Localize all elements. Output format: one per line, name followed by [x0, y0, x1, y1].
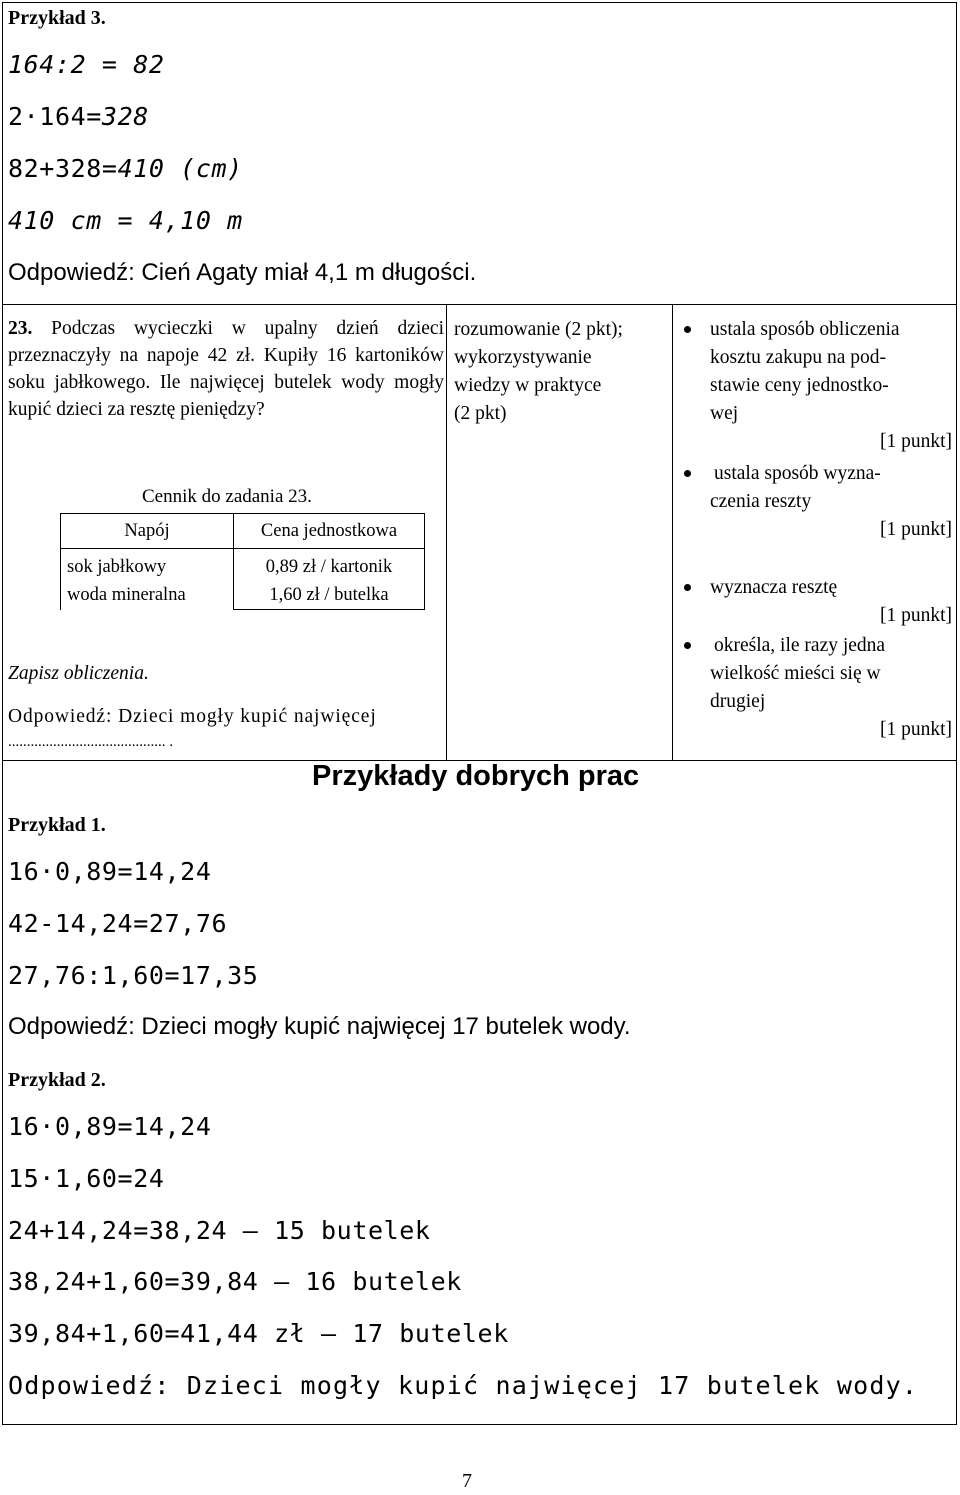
answer-dots: .......................................... . [8, 734, 173, 750]
example2-answer: Odpowiedź: Dzieci mogły kupić najwięcej 17 butelek wody. [8, 1371, 919, 1400]
criterion-item: wyznacza resztę [1 punkt] [680, 574, 952, 630]
example2-line: 38,24+1,60=39,84 – 16 butelek [8, 1267, 462, 1296]
header-unit-price: Cena jednostkowa [234, 514, 425, 549]
answer-line: Odpowiedź: Dzieci mogły kupić najwięcej [8, 706, 377, 727]
price-caption: Cennik do zadania 23. [142, 486, 312, 507]
task-23-text [8, 315, 444, 423]
section-heading: Przykłady dobrych prac [312, 760, 640, 792]
criterion-item: ustala sposób obliczenia kosztu zakupu na pod- stawie ceny jednostko- wej [1 punkt] [680, 316, 952, 456]
column-divider-1 [446, 304, 447, 760]
skills-column: rozumowanie (2 pkt); wykorzystywanie wiedzy w praktyce (2 pkt) [454, 319, 623, 424]
example2-line: 39,84+1,60=41,44 zł – 17 butelek [8, 1319, 509, 1348]
example3-line3: 82+328=410 (cm) [8, 154, 243, 183]
criteria-list [680, 316, 952, 744]
example3-label: Przykład 3. [8, 7, 106, 29]
price-table-row [61, 549, 425, 610]
bullet-icon [684, 584, 691, 591]
example3-line1: 164:2 = 82 [8, 50, 165, 79]
bullet-icon [684, 470, 691, 477]
divider-example3 [2, 304, 957, 305]
page-number: 7 [462, 1470, 472, 1492]
example2-line: 24+14,24=38,24 – 15 butelek [8, 1216, 431, 1245]
task-body: Podczas wycieczki w upalny dzień dzieci przeznaczyły na napoje 42 zł. Kupiły 16 kartoników soku jabłkowego. Ile najwięcej butelek wody mogły kupić dzieci za resztę pieniędzy? [8, 318, 445, 420]
row-drink: sok jabłkowy woda mineralna [61, 549, 234, 610]
price-table-header [61, 514, 425, 549]
example2-line: 15·1,60=24 [8, 1164, 165, 1193]
task-number: 23. [8, 318, 33, 339]
example3-line2: 2·164=328 [8, 102, 149, 131]
example2-label: Przykład 2. [8, 1069, 106, 1091]
criterion-item: określa, ile razy jedna wielkość mieści się w drugiej [1 punkt] [680, 632, 952, 744]
bullet-icon [684, 642, 691, 649]
price-table [60, 513, 425, 610]
example3-line4: 410 cm = 4,10 m [8, 206, 243, 235]
example1-line: 42-14,24=27,76 [8, 909, 228, 938]
criterion-item: ustala sposób wyzna- czenia reszty [1 punkt] [680, 460, 952, 544]
example1-answer: Odpowiedź: Dzieci mogły kupić najwięcej 17 butelek wody. [8, 1013, 631, 1040]
example2-line: 16·0,89=14,24 [8, 1112, 212, 1141]
example3-answer: Odpowiedź: Cień Agaty miał 4,1 m długości. [8, 259, 477, 286]
instruction: Zapisz obliczenia. [8, 663, 149, 684]
bullet-icon [684, 326, 691, 333]
example1-line: 16·0,89=14,24 [8, 857, 212, 886]
row-price: 0,89 zł / kartonik 1,60 zł / butelka [234, 549, 425, 610]
example1-label: Przykład 1. [8, 814, 106, 836]
header-drink: Napój [61, 514, 234, 549]
column-divider-2 [672, 304, 673, 760]
example1-line: 27,76:1,60=17,35 [8, 961, 259, 990]
